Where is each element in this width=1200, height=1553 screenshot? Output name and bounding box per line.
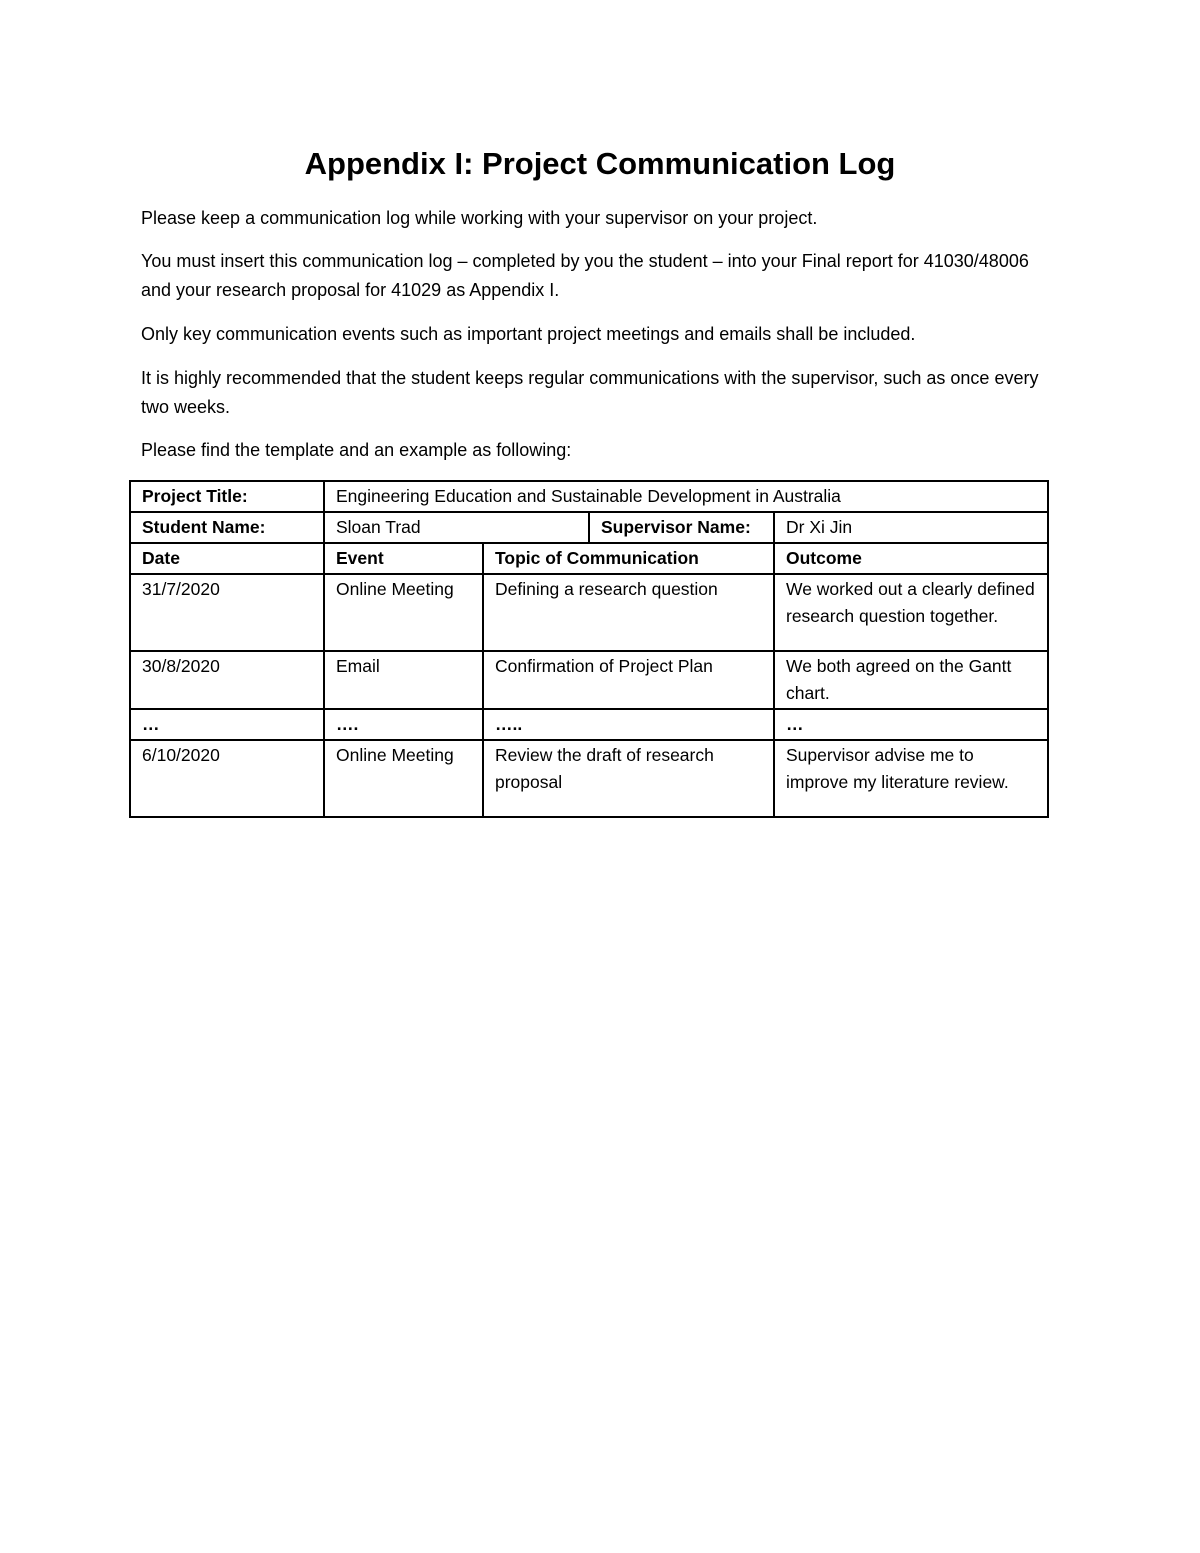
row-topic: Defining a research question — [483, 574, 774, 651]
supervisor-name-value: Dr Xi Jin — [774, 512, 1048, 543]
row-date: 6/10/2020 — [130, 740, 324, 817]
project-title-label: Project Title: — [130, 481, 324, 512]
table-header-row — [130, 543, 1048, 574]
instruction-paragraph-2: You must insert this communication log – completed by you the student – into your Final report for 41030/48006 and your research proposal for 41029 as Appendix I. — [141, 251, 1029, 300]
row-date: 30/8/2020 — [130, 651, 324, 709]
instruction-paragraph-5: Please find the template and an example as following: — [141, 440, 572, 460]
instruction-paragraph-3: Only key communication events such as important project meetings and emails shall be included. — [141, 324, 916, 344]
column-header-outcome: Outcome — [774, 543, 1048, 574]
row-topic: ….. — [483, 709, 774, 740]
row-event: Online Meeting — [324, 574, 483, 651]
row-event: Email — [324, 651, 483, 709]
supervisor-name-label: Supervisor Name: — [589, 512, 774, 543]
row-topic: Review the draft of research proposal — [483, 740, 774, 817]
row-outcome: We worked out a clearly defined research question together. — [774, 574, 1048, 651]
row-outcome: We both agreed on the Gantt chart. — [774, 651, 1048, 709]
instruction-paragraph-4: It is highly recommended that the student keeps regular communications with the supervisor, such as once every two weeks. — [141, 368, 1039, 417]
student-name-label: Student Name: — [130, 512, 324, 543]
page-title: Appendix I: Project Communication Log — [304, 146, 896, 181]
column-header-date: Date — [130, 543, 324, 574]
row-event: Online Meeting — [324, 740, 483, 817]
table-row — [130, 740, 1048, 817]
table-row — [130, 709, 1048, 740]
row-event: …. — [324, 709, 483, 740]
row-date: 31/7/2020 — [130, 574, 324, 651]
student-name-value: Sloan Trad — [324, 512, 589, 543]
column-header-topic: Topic of Communication — [483, 543, 774, 574]
project-title-value: Engineering Education and Sustainable Development in Australia — [324, 481, 1048, 512]
row-outcome: … — [774, 709, 1048, 740]
table-row — [130, 574, 1048, 651]
row-date: … — [130, 709, 324, 740]
names-row — [130, 512, 1048, 543]
row-outcome: Supervisor advise me to improve my literature review. — [774, 740, 1048, 817]
project-title-row — [130, 481, 1048, 512]
communication-log-table — [129, 480, 1049, 818]
column-header-event: Event — [324, 543, 483, 574]
row-topic: Confirmation of Project Plan — [483, 651, 774, 709]
instruction-paragraph-1: Please keep a communication log while working with your supervisor on your project. — [141, 208, 818, 228]
table-row — [130, 651, 1048, 709]
